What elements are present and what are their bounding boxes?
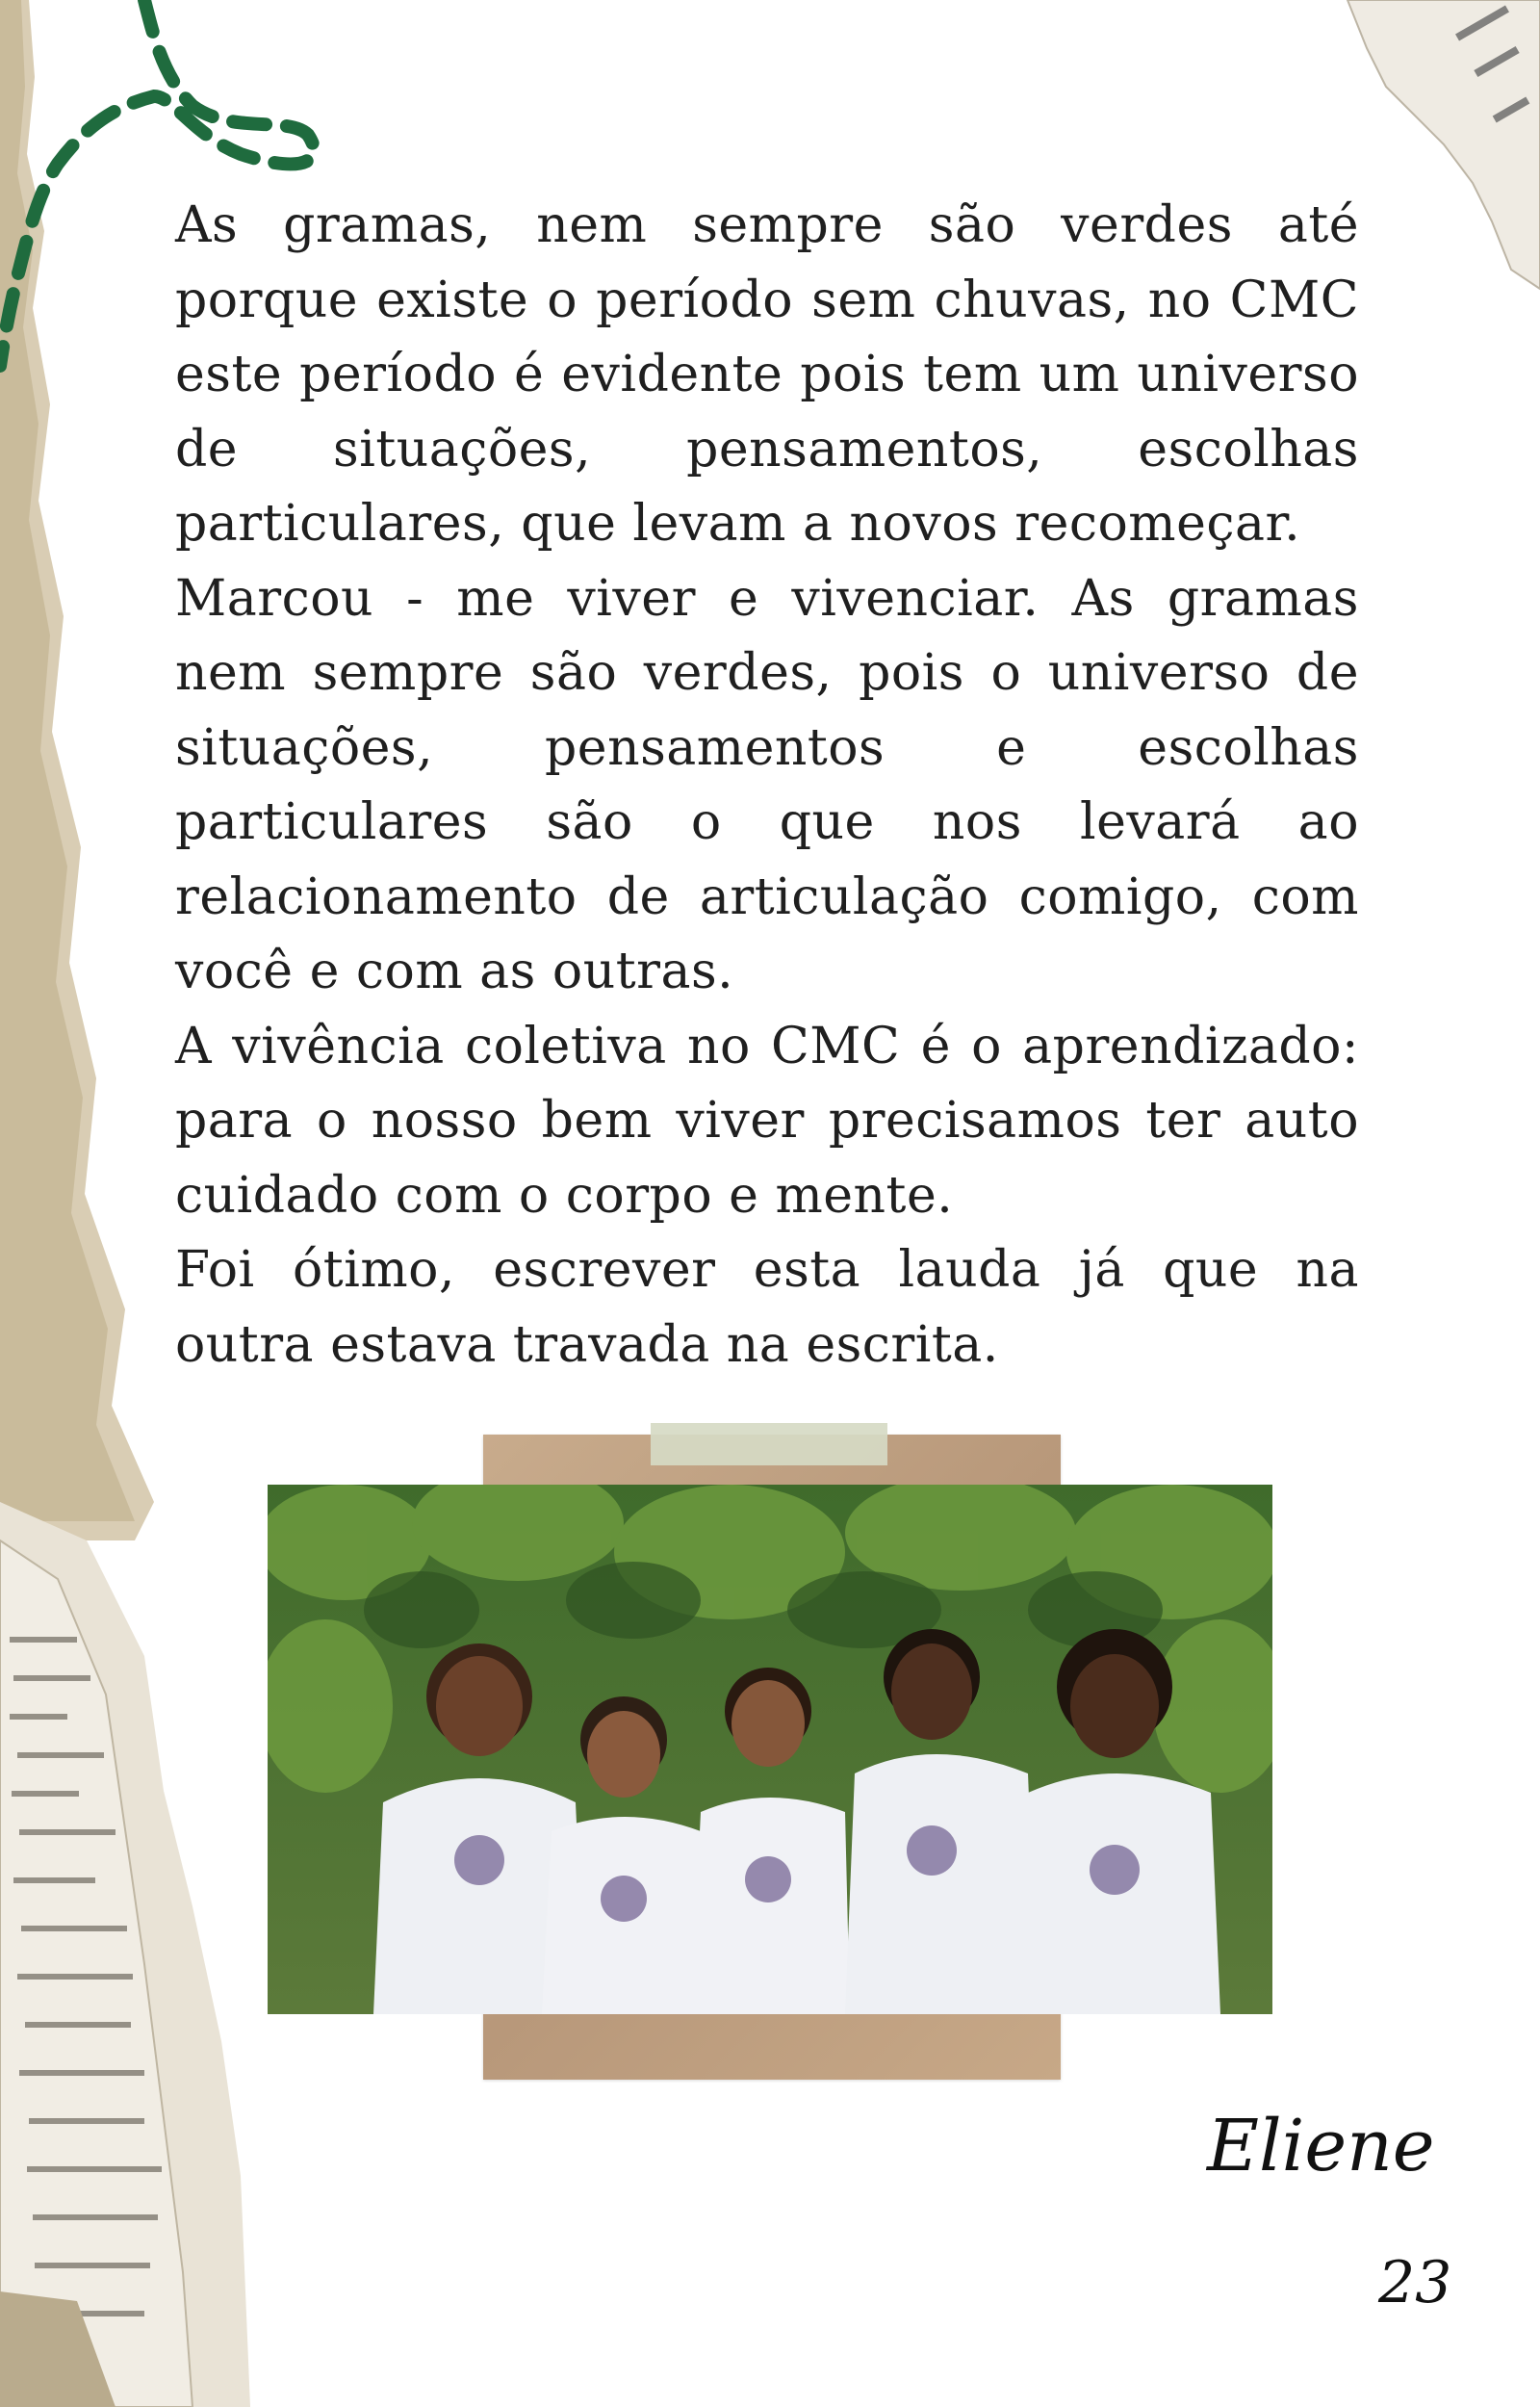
masking-tape <box>651 1423 887 1465</box>
photo-frame <box>268 1425 1272 2080</box>
torn-paper-topright-decoration <box>1328 0 1540 308</box>
group-photo <box>268 1485 1272 2014</box>
body-text <box>175 189 1359 1383</box>
paragraph-1: As gramas, nem sempre são verdes até porque existe o período sem chuvas, no CMC este período é evidente pois tem um universo de situações, pensamentos, escolhas particulares, que levam a novos recomeçar. <box>175 196 1359 553</box>
paragraph-4: Foi ótimo, escrever esta lauda já que na outra estava travada na escrita. <box>175 1241 1359 1374</box>
paragraph-3: A vivência coletiva no CMC é o aprendizado: para o nosso bem viver precisamos ter auto cuidado com o corpo e mente. <box>175 1017 1359 1225</box>
group-photo-image <box>268 1485 1272 2014</box>
author-signature: Eliene <box>1207 2105 1435 2187</box>
page-number: 23 <box>1378 2249 1452 2316</box>
paragraph-2: Marcou - me viver e vivenciar. As gramas nem sempre são verdes, pois o universo de situações, pensamentos e escolhas particulares são o que nos levará ao relacionamento de articulação comigo, com você e com as outras. <box>175 569 1359 1000</box>
